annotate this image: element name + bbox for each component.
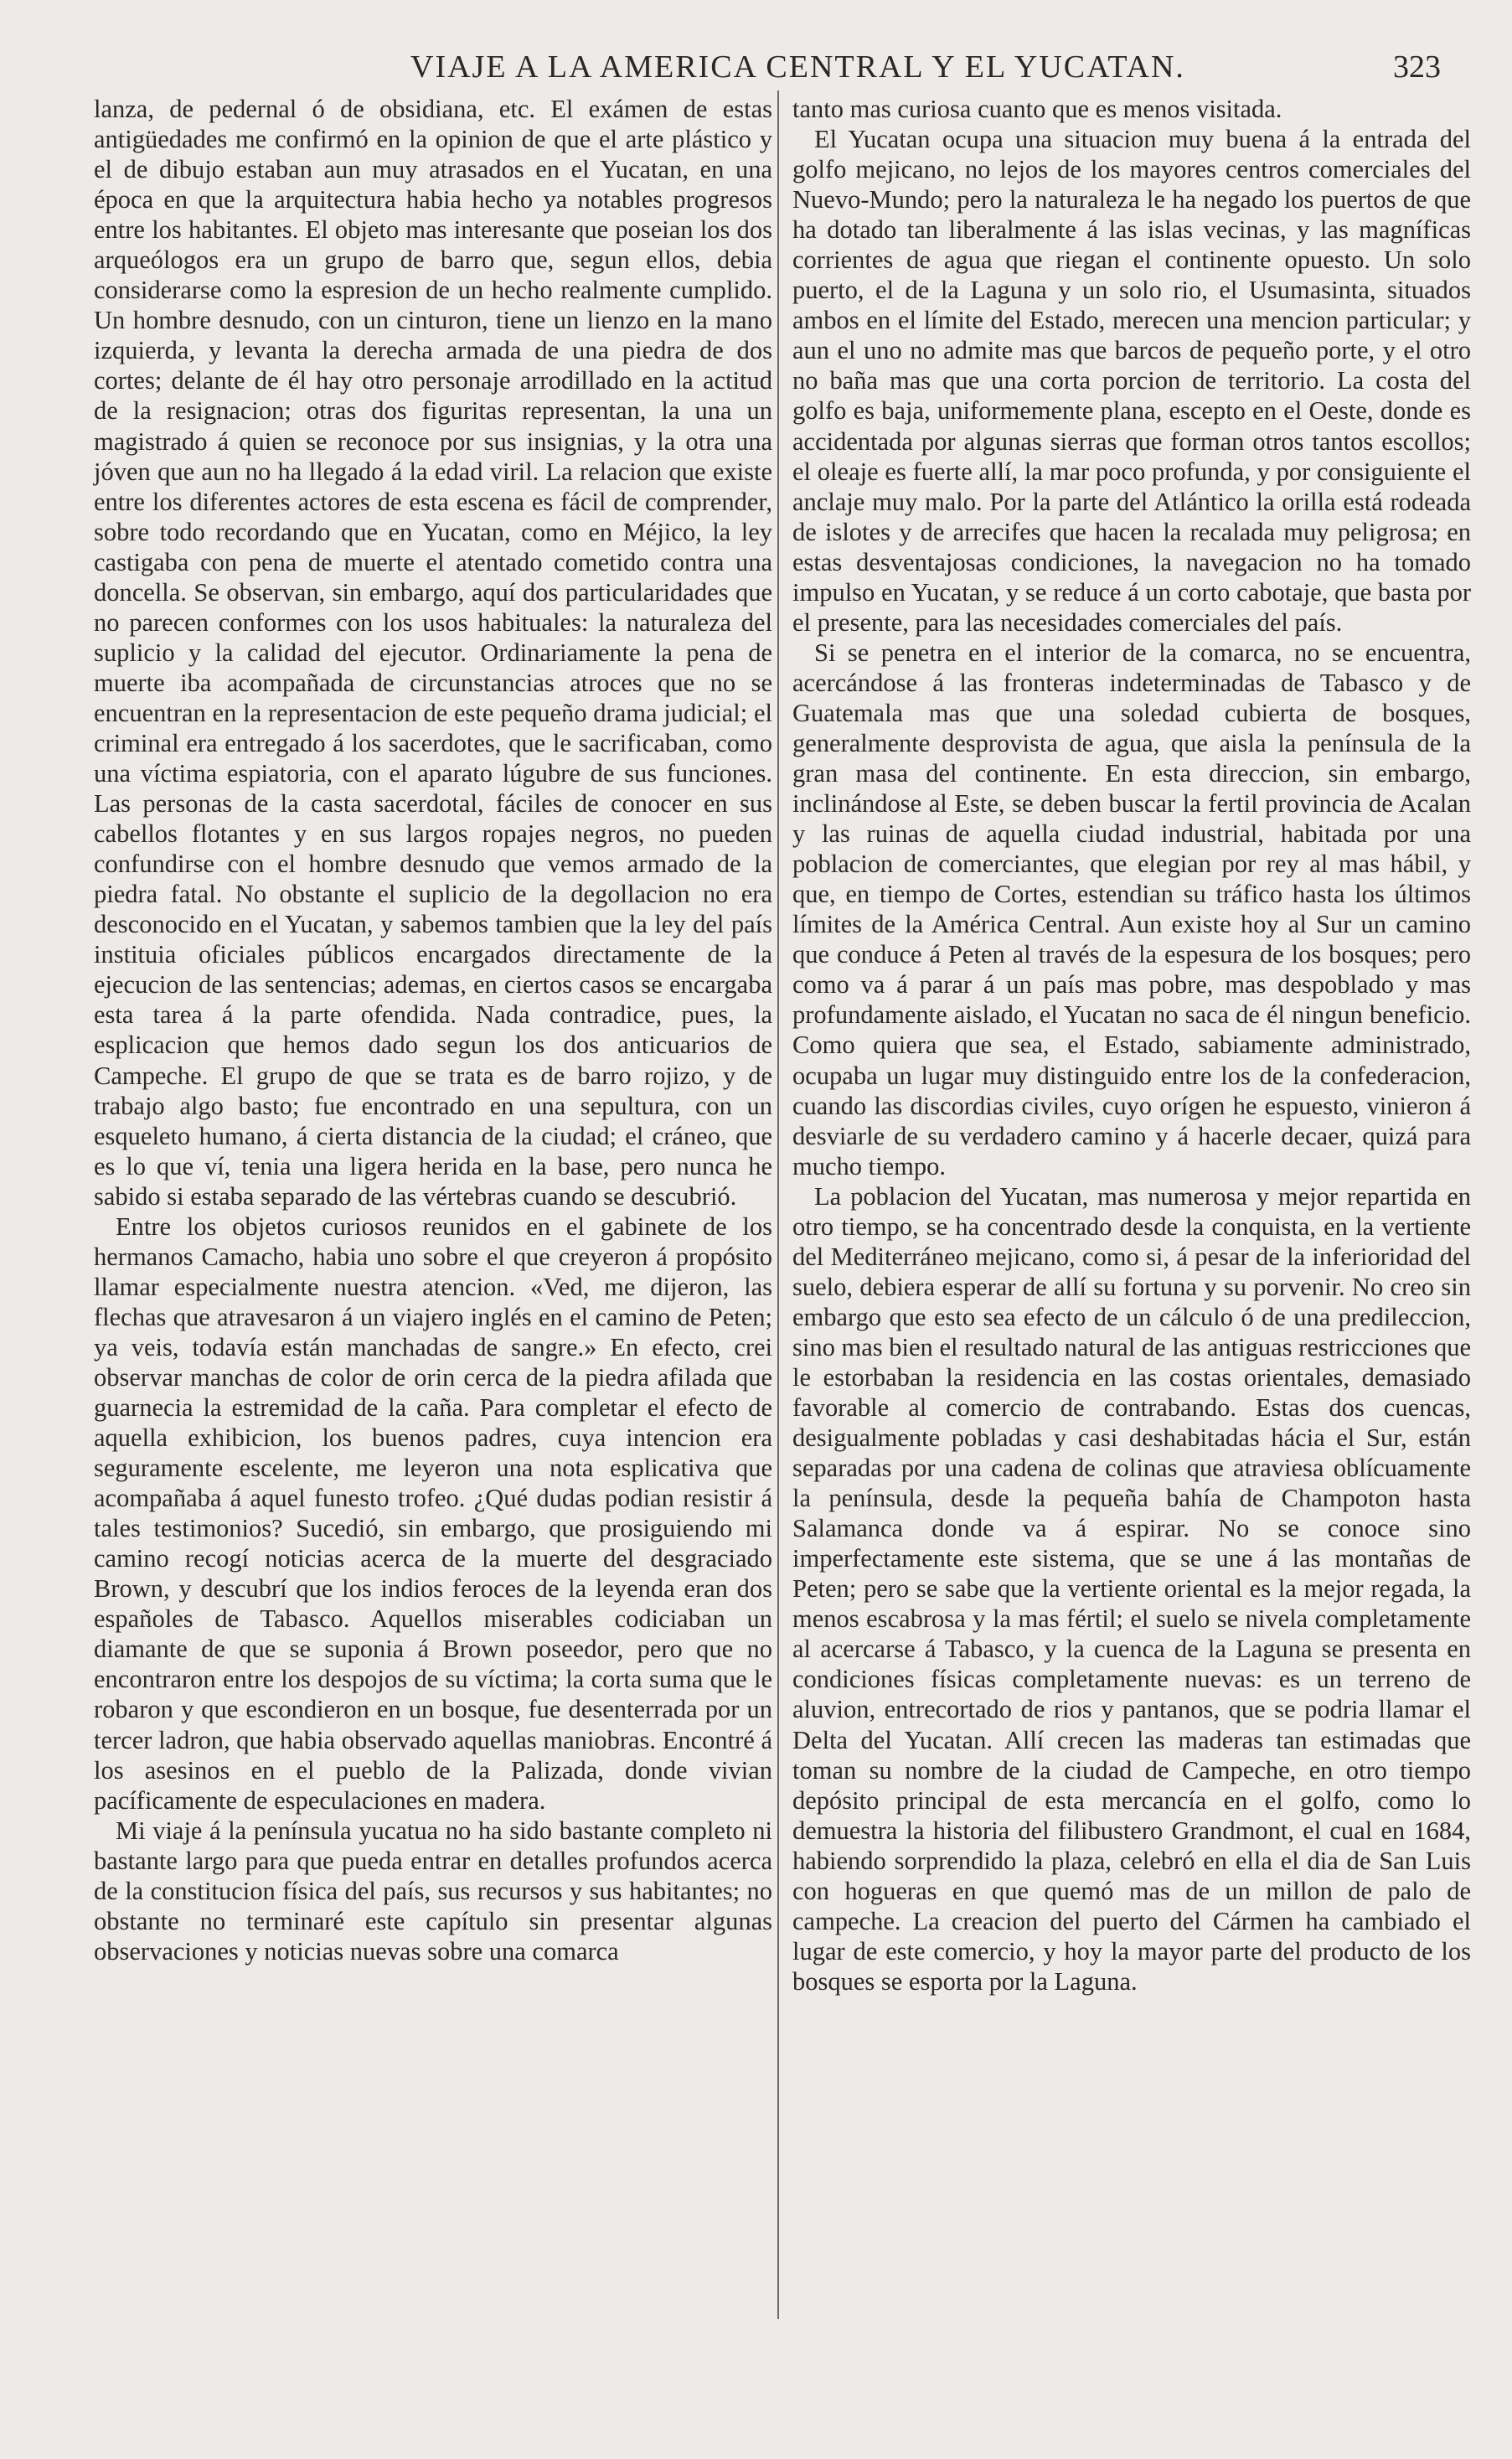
paragraph: Mi viaje á la península yucatua no ha sido bastante completo ni bastante largo para que pueda entrar en detalles profundos acerca de la constitucion física del país, sus recursos y sus habitantes; no obstante no terminaré este capítulo sin presentar algunas observaciones y noticias nuevas sobre una comarca	[94, 1816, 772, 1966]
column-divider	[777, 90, 779, 2319]
paragraph: Entre los objetos curiosos reunidos en el gabinete de los hermanos Camacho, habia uno sobre el que creyeron á propósito llamar especialmente nuestra atencion. «Ved, me dijeron, las flechas que atravesaron á un viajero inglés en el camino de Peten; ya veis, todavía están manchadas de sangre.» En efecto, crei observar manchas de color de orin cerca de la piedra afilada que guarnecia la estremidad de la caña. Para completar el efecto de aquella exhibicion, los buenos padres, cuya intencion era seguramente escelente, me leyeron una nota esplicativa que acompañaba á aquel funesto trofeo. ¿Qué dudas podian resistir á tales testimonios? Sucedió, sin embargo, que prosiguiendo mi camino recogí noticias acerca de la muerte del desgraciado Brown, y descubrí que los indios feroces de la leyenda eran dos españoles de Tabasco. Aquellos miserables codiciaban un diamante de que se suponia á Brown poseedor, pero que no encontraron entre los despojos de su víctima; la corta suma que le robaron y que escondieron en un bosque, fue desenterrada por un tercer ladron, que habia observado aquellas maniobras. Encontré á los asesinos en el pueblo de la Palizada, donde vivian pacíficamente de especulaciones en madera.	[94, 1211, 772, 1815]
paragraph: El Yucatan ocupa una situacion muy buena á la entrada del golfo mejicano, no lejos de los mayores centros comerciales del Nuevo-Mundo; pero la naturaleza le ha negado los puertos de que ha dotado tan liberalmente á las islas vecinas, y las magníficas corrientes de agua que riegan el continente opuesto. Un solo puerto, el de la Laguna y un solo rio, el Usumasinta, situados ambos en el límite del Estado, merecen una mencion particular; y aun el uno no admite mas que barcos de pequeño porte, y el otro no baña mas que una corta porcion de territorio. La costa del golfo es baja, uniformemente plana, escepto en el Oeste, donde es accidentada por algunas sierras que forman otros tantos escollos; el oleaje es fuerte allí, la mar poco profunda, y por consiguiente el anclaje muy malo. Por la parte del Atlántico la orilla está rodeada de islotes y de arrecifes que hacen la recalada muy peligrosa; en estas desventajosas condiciones, la navegacion no ha tomado impulso en Yucatan, y se reduce á un corto cabotaje, que basta por el presente, para las necesidades comerciales del país.	[792, 125, 1471, 637]
running-header	[92, 49, 1441, 89]
left-column	[94, 94, 772, 1966]
paragraph: lanza, de pedernal ó de obsidiana, etc. El exámen de estas antigüedades me confirmó en la opinion de que el arte plástico y el de dibujo estaban aun muy atrasados en el Yucatan, en una época en que la arquitectura habia hecho ya notables progresos entre los habitantes. El objeto mas interesante que poseian los dos arqueólogos era un grupo de barro que, segun ellos, debia considerarse como la espresion de un hecho realmente cumplido. Un hombre desnudo, con un cinturon, tiene un lienzo en la mano izquierda, y levanta la derecha armada de una piedra de dos cortes; delante de él hay otro personaje arrodillado en la actitud de la resignacion; otras dos figuritas representan, la una un magistrado á quien se reconoce por sus insignias, y la otra una jóven que aun no ha llegado á la edad viril. La relacion que existe entre los diferentes actores de esta escena es fácil de comprender, sobre todo recordando que en Yucatan, como en Méjico, la ley castigaba con pena de muerte el atentado cometido contra una doncella. Se observan, sin embargo, aquí dos particularidades que no parecen conformes con los usos habituales: la naturaleza del suplicio y la calidad del ejecutor. Ordinariamente la pena de muerte iba acompañada de circunstancias atroces que no se encuentran en la representacion de este pequeño drama judicial; el criminal era entregado á los sacerdotes, que le sacrificaban, como una víctima espiatoria, con el aparato lúgubre de sus funciones. Las personas de la casta sacerdotal, fáciles de conocer en sus cabellos flotantes y en sus largos ropajes negros, no pueden confundirse con el hombre desnudo que vemos armado de la piedra fatal. No obstante el suplicio de la degollacion no era desconocido en el Yucatan, y sabemos tambien que la ley del país instituia oficiales públicos encargados directamente de la ejecucion de las sentencias; ademas, en ciertos casos se encargaba esta tarea á la parte ofendida. Nada contradice, pues, la esplicacion que hemos dado segun los dos anticuarios de Campeche. El grupo de que se trata es de barro rojizo, y de trabajo algo basto; fue encontrado en una sepultura, con un esqueleto humano, á cierta distancia de la ciudad; el cráneo, que es lo que ví, tenia una ligera herida en la base, pero nunca he sabido si estaba separado de las vértebras cuando se descubrió.	[94, 95, 772, 1211]
right-column	[792, 94, 1471, 1997]
paragraph: tanto mas curiosa cuanto que es menos visitada.	[792, 95, 1282, 123]
running-title: VIAJE A LA AMERICA CENTRAL Y EL YUCATAN.	[410, 49, 1185, 85]
paragraph: La poblacion del Yucatan, mas numerosa y mejor repartida en otro tiempo, se ha concentrado desde la conquista, en la vertiente del Mediterráneo mejicano, como si, á pesar de la inferioridad del suelo, debiera esperar de allí su fortuna y su porvenir. No creo sin embargo que esto sea efecto de un cálculo ó de una predileccion, sino mas bien el resultado natural de las antiguas restricciones que le estorbaban la residencia en las costas orientales, demasiado favorable al comercio de contrabando. Estas dos cuencas, desigualmente pobladas y casi deshabitadas hácia el Sur, están separadas por una cadena de colinas que atraviesa oblícuamente la península, desde la pequeña bahía de Champoton hasta Salamanca donde va á espirar. No se conoce sino imperfectamente este sistema, que se une á las montañas de Peten; pero se sabe que la vertiente oriental es la mejor regada, la menos escabrosa y la mas fértil; el suelo se nivela completamente al acercarse á Tabasco, y la cuenca de la Laguna se presenta en condiciones físicas completamente nuevas: es un terreno de aluvion, entrecortado de rios y pantanos, que se podria llamar el Delta del Yucatan. Allí crecen las maderas tan estimadas que toman su nombre de la ciudad de Campeche, en otro tiempo depósito principal de esta mercancía en el golfo, como lo demuestra la historia del filibustero Grandmont, el cual en 1684, habiendo sorprendido la plaza, celebró en ella el dia de San Luis con hogueras en que quemó mas de un millon de palo de campeche. La creacion del puerto del Cármen ha cambiado el lugar de este comercio, y hoy la mayor parte del producto de los bosques se esporta por la Laguna.	[792, 1181, 1471, 1996]
page-number: 323	[1393, 49, 1441, 85]
paragraph: Si se penetra en el interior de la comarca, no se encuentra, acercándose á las fronteras indeterminadas de Tabasco y de Guatemala mas que una soledad cubierta de bosques, generalmente desprovista de agua, que aisla la península de la gran masa del continente. En esta direccion, sin embargo, inclinándose al Este, se deben buscar la fertil provincia de Acalan y las ruinas de aquella ciudad industrial, habitada por una poblacion de comerciantes, que elegian por rey al mas hábil, y que, en tiempo de Cortes, estendian su tráfico hasta los últimos límites de la América Central. Aun existe hoy al Sur un camino que conduce á Peten al través de la espesura de los bosques; pero como va á parar á un país mas pobre, mas despoblado y mas profundamente aislado, el Yucatan no saca de él ningun beneficio. Como quiera que sea, el Estado, sabiamente administrado, ocupaba un lugar muy distinguido entre los de la confederacion, cuando las discordias civiles, cuyo orígen he espuesto, vinieron á desviarle de su verdadero camino y á hacerle decaer, quizá para mucho tiempo.	[792, 638, 1471, 1180]
